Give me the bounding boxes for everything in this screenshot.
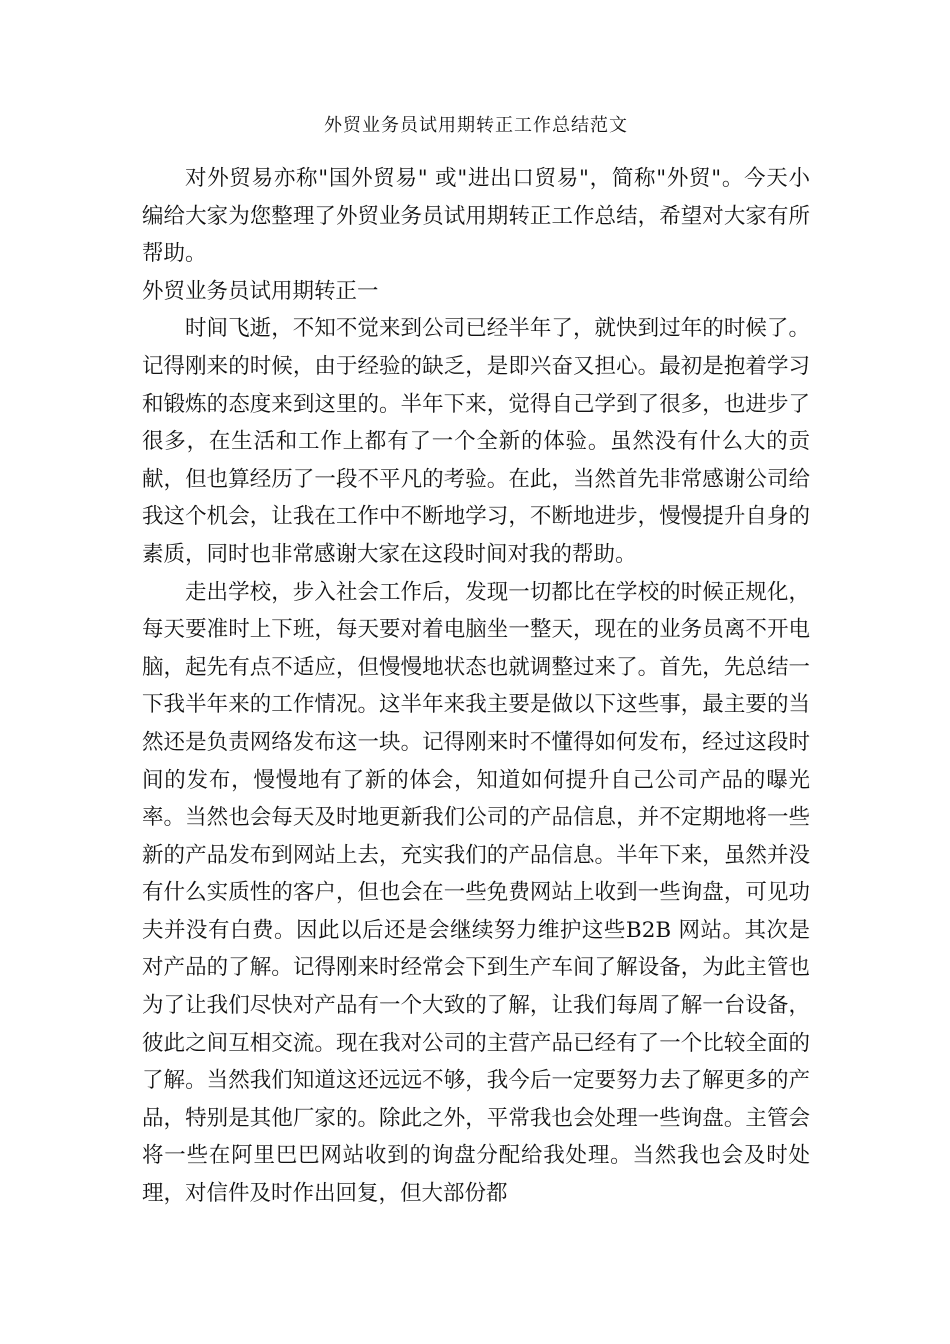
body-paragraph-2: 走出学校，步入社会工作后，发现一切都比在学校的时候正规化，每天要准时上下班，每天要对着电脑坐一整天，现在的业务员离不开电脑，起先有点不适应，但慢慢地状态也就调整过来了。首先，先总结一下我半年来的工作情况。这半年来我主要是做以下这些事，最主要的当然还是负责网络发布这一块。记得刚来时不懂得如何发布，经过这段时间的发布，慢慢地有了新的体会，知道如何提升自己公司产品的曝光率。当然也会每天及时地更新我们公司的产品信息，并不定期地将一些新的产品发布到网站上去，充实我们的产品信息。半年下来，虽然并没有什么实质性的客户，但也会在一些免费网站上收到一些询盘，可见功夫并没有白费。因此以后还是会继续努力维护这些B2B 网站。其次是对产品的了解。记得刚来时经常会下到生产车间了解设备，为此主管也为了让我们尽快对产品有一个大致的了解，让我们每周了解一台设备，彼此之间互相交流。现在我对公司的主营产品已经有了一个比较全面的了解。当然我们知道这还远远不够，我今后一定要努力去了解更多的产品，特别是其他厂家的。除此之外，平常我也会处理一些询盘。主管会将一些在阿里巴巴网站收到的询盘分配给我处理。当然我也会及时处理，对信件及时作出回复，但大部份都 xyxy=(142,579,810,1207)
document-page xyxy=(142,112,810,1213)
section-heading: 外贸业务员试用期转正一 xyxy=(142,278,379,304)
intro-paragraph: 对外贸易亦称"国外贸易" 或"进出口贸易"，简称"外贸"。今天小编给大家为您整理了外贸业务员试用期转正工作总结，希望对大家有所帮助。 xyxy=(142,166,810,267)
document-title: 外贸业务员试用期转正工作总结范文 xyxy=(324,115,628,136)
body-paragraph-1: 时间飞逝，不知不觉来到公司已经半年了，就快到过年的时候了。记得刚来的时候，由于经验的缺乏，是即兴奋又担心。最初是抱着学习和锻炼的态度来到这里的。半年下来，觉得自己学到了很多，也进步了很多，在生活和工作上都有了一个全新的体验。虽然没有什么大的贡献，但也算经历了一段不平凡的考验。在此，当然首先非常感谢公司给我这个机会，让我在工作中不断地学习，不断地进步，慢慢提升自身的素质，同时也非常感谢大家在这段时间对我的帮助。 xyxy=(142,316,810,567)
